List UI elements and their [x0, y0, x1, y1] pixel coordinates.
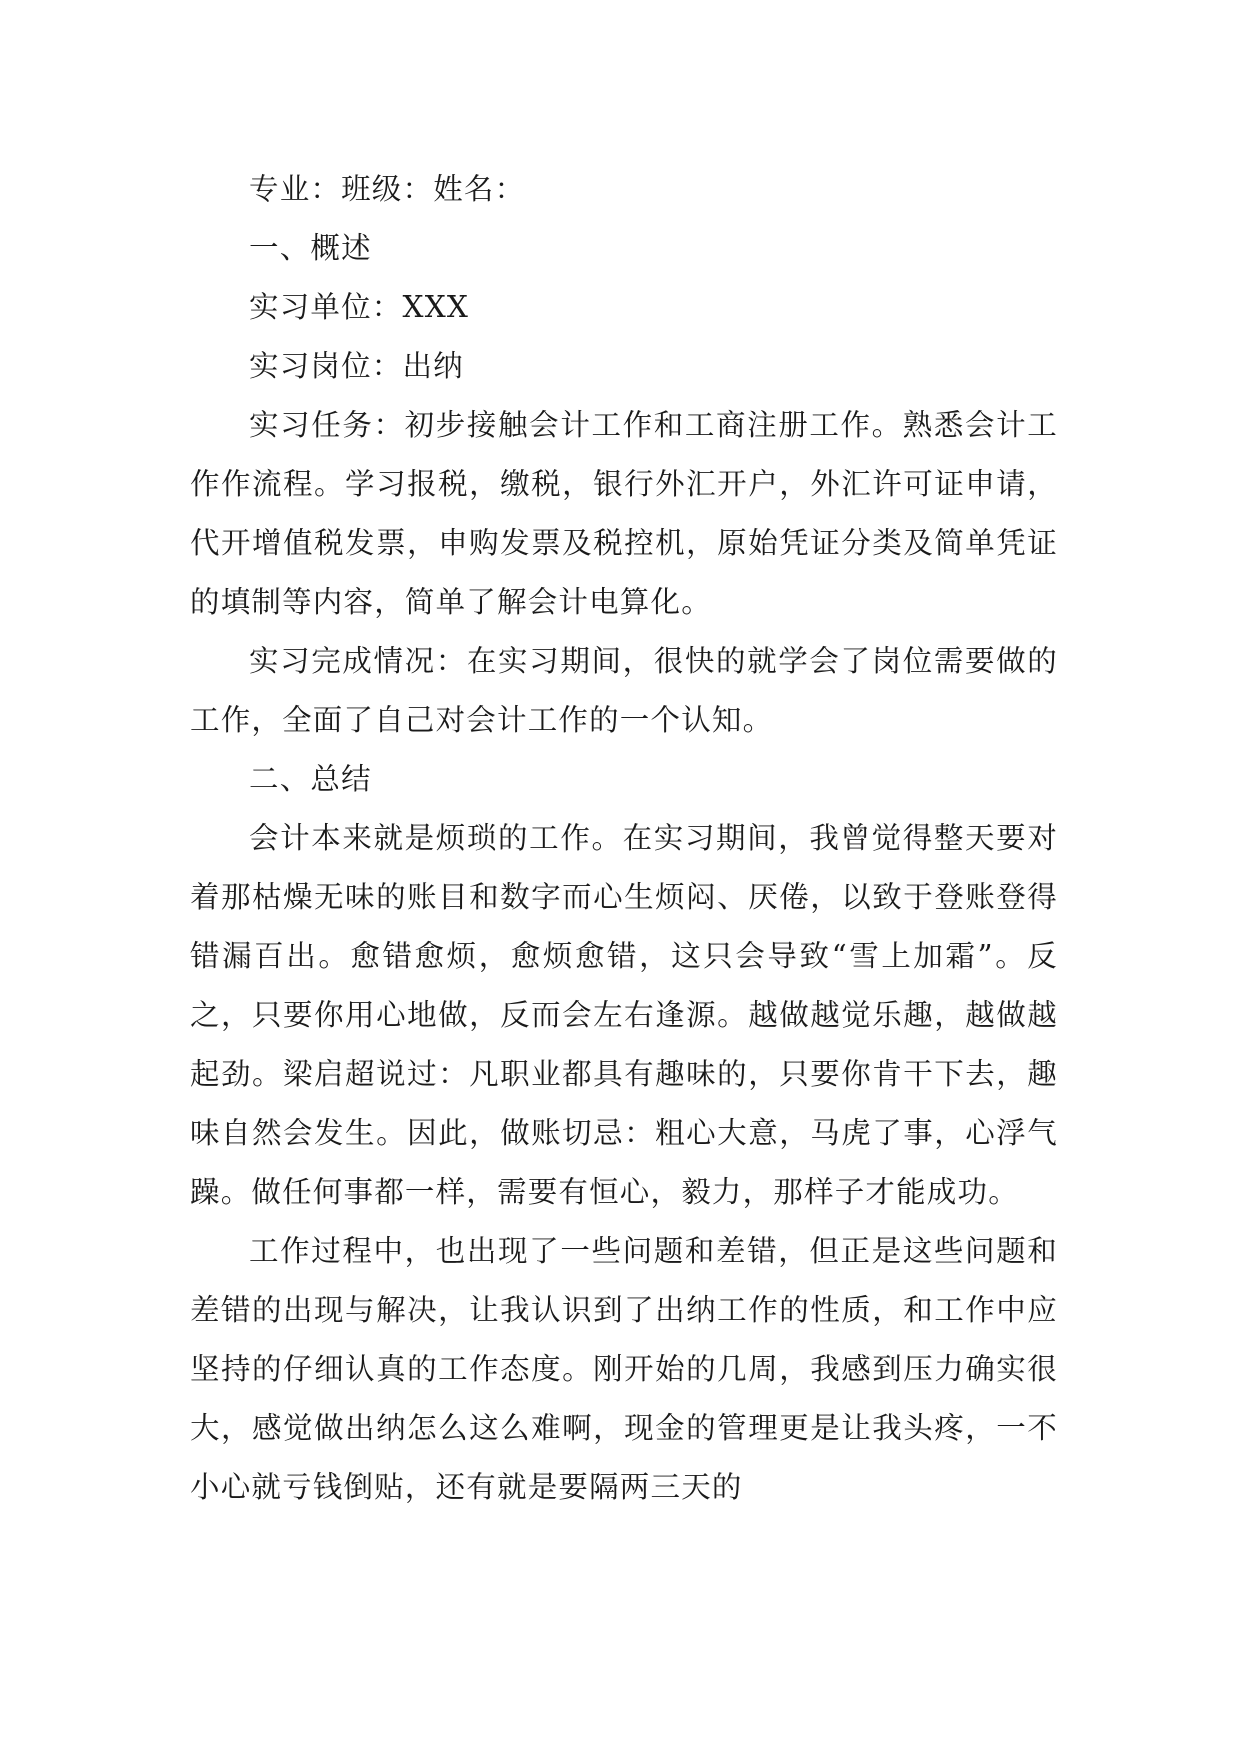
heading-summary: 二、总结: [249, 762, 372, 796]
paragraph-summary-accounting: 会计本来就是烦琐的工作。在实习期间，我曾觉得整天要对着那枯燥无味的账目和数字而心生烦闷、厌倦，以致于登账登得错漏百出。愈错愈烦，愈烦愈错，这只会导致“雪上加霜”。反之，只要你用心地做，反而会左右逢源。越做越觉乐趣，越做越起劲。梁启超说过：凡职业都具有趣味的，只要你肯干下去，趣味自然会发生。因此，做账切忌：粗心大意，马虎了事，心浮气躁。做任何事都一样，需要有恒心，毅力，那样子才能成功。: [190, 821, 1058, 1209]
heading-overview: 一、概述: [249, 231, 372, 265]
paragraph-internship-position: 实习岗位：出纳: [249, 349, 464, 383]
paragraph-student-info: 专业：班级：姓名：: [249, 172, 526, 206]
paragraph-completion-status: 实习完成情况：在实习期间，很快的就学会了岗位需要做的工作，全面了自己对会计工作的一个认知。: [190, 644, 1058, 737]
paragraph-internship-tasks: 实习任务：初步接触会计工作和工商注册工作。熟悉会计工作作流程。学习报税，缴税，银行外汇开户，外汇许可证申请，代开增值税发票，申购发票及税控机，原始凭证分类及简单凭证的填制等内容，简单了解会计电算化。: [190, 408, 1058, 619]
paragraph-summary-work-process: 工作过程中，也出现了一些问题和差错，但正是这些问题和差错的出现与解决，让我认识到了出纳工作的性质，和工作中应坚持的仔细认真的工作态度。刚开始的几周，我感到压力确实很大，感觉做出纳怎么这么难啊，现金的管理更是让我头疼，一不小心就亏钱倒贴，还有就是要隔两三天的: [190, 1234, 1058, 1504]
paragraph-internship-unit: 实习单位：XXX: [249, 290, 470, 324]
document-body: [190, 160, 1058, 1517]
